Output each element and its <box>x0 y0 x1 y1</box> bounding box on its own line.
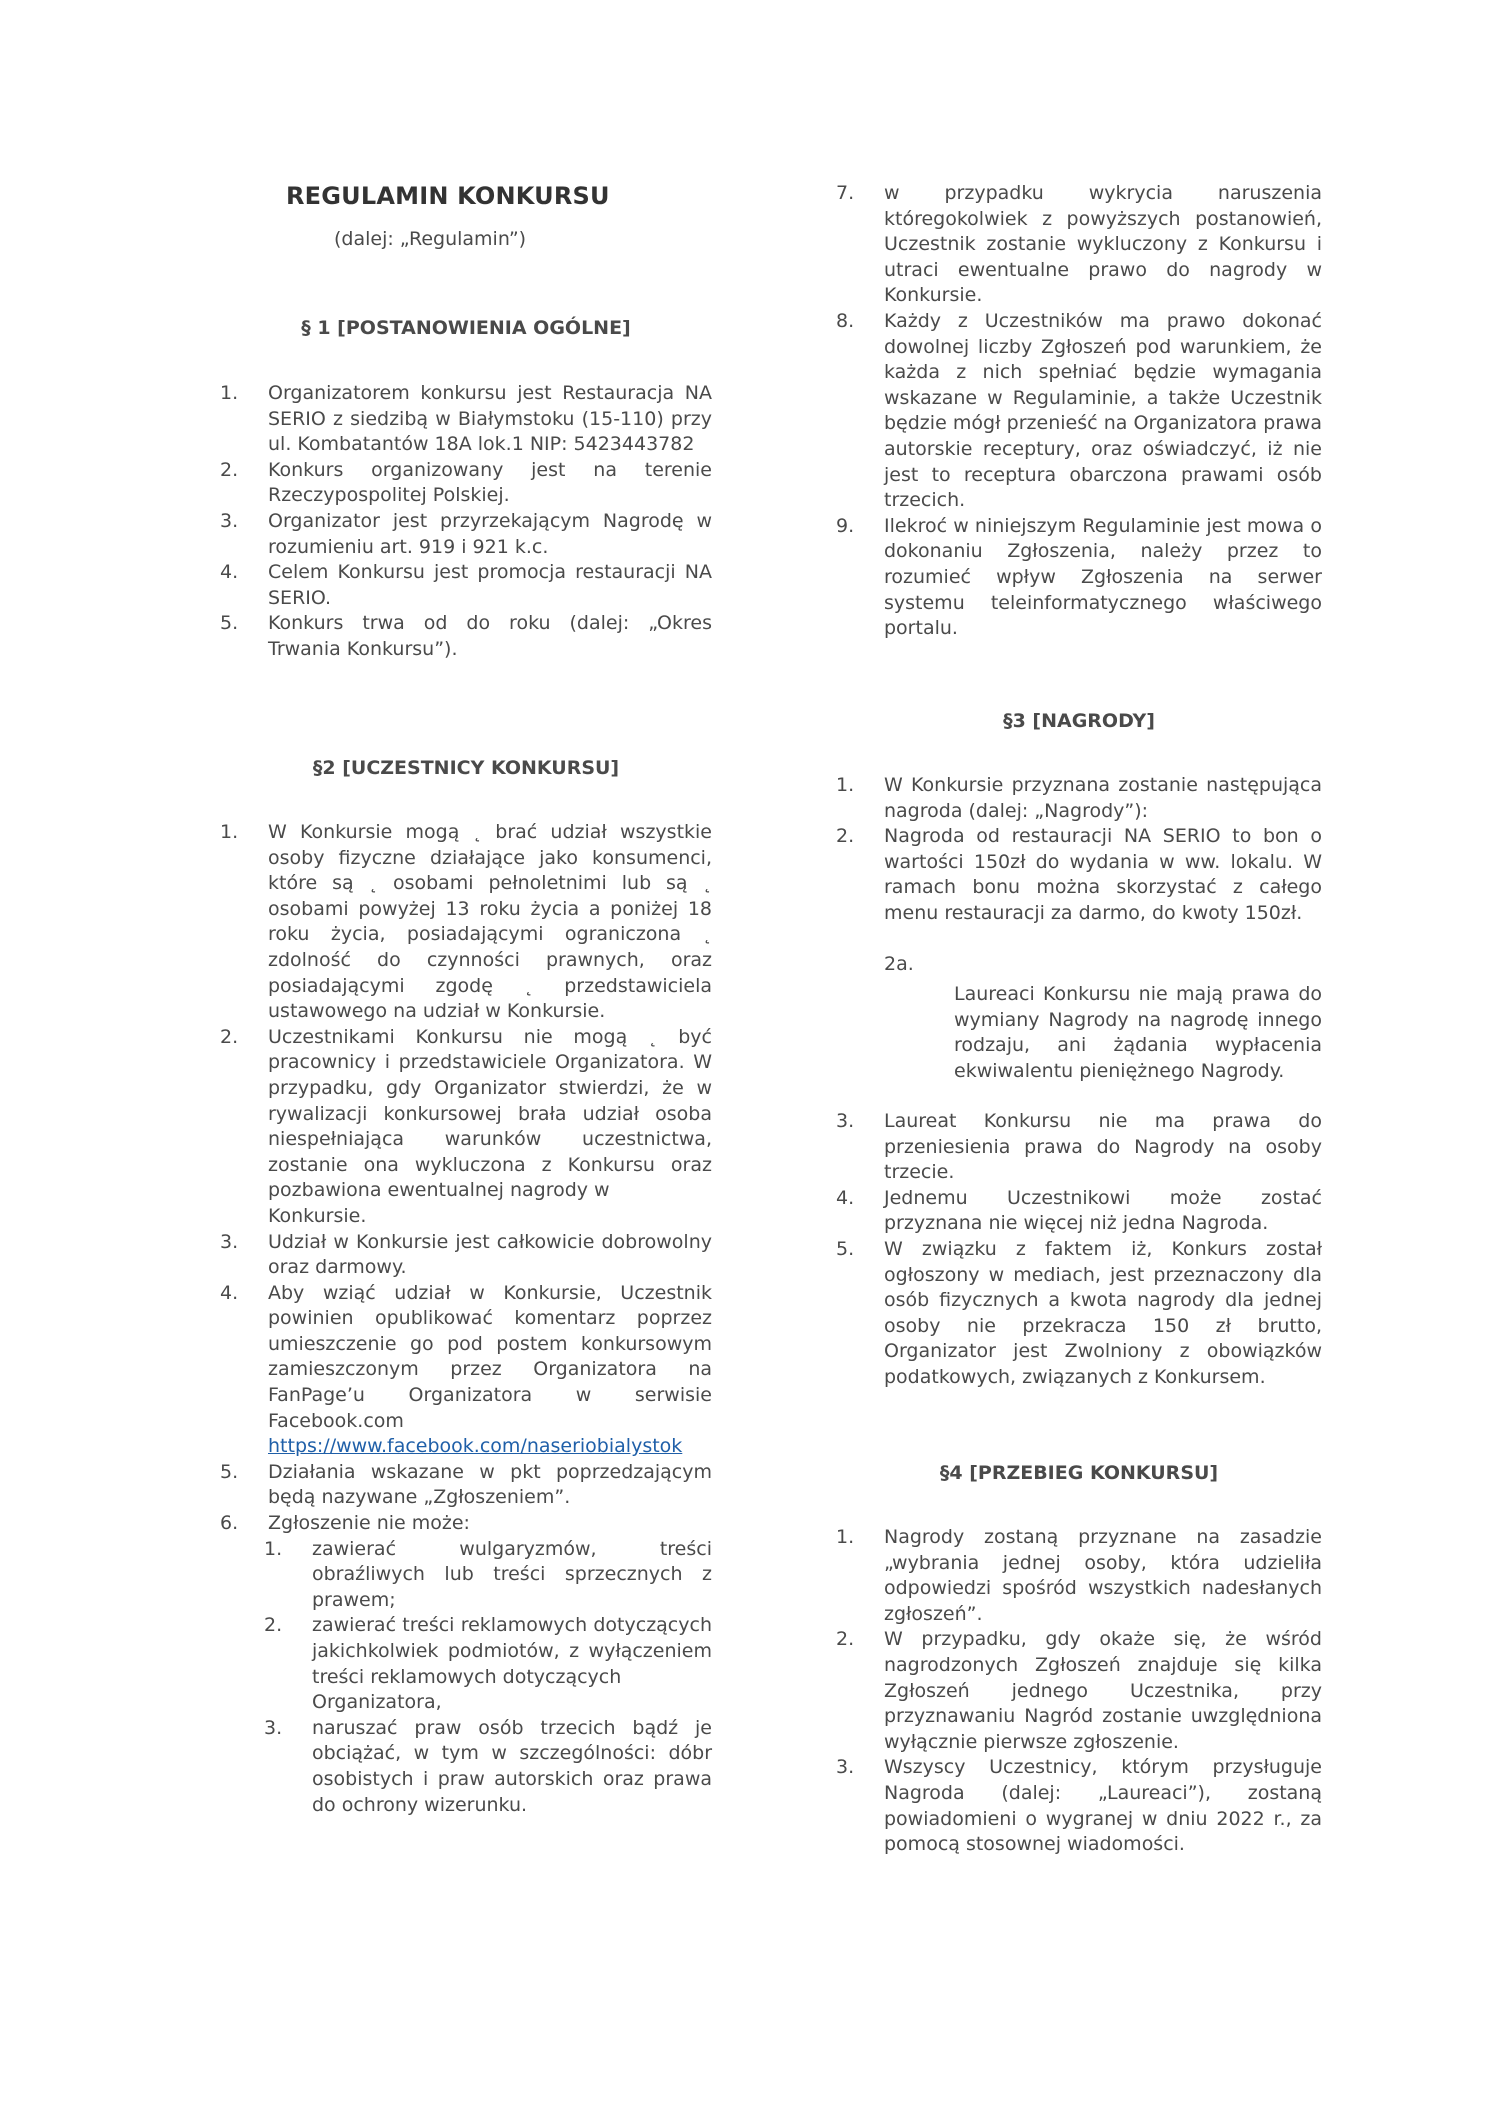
item-text: Laureaci Konkursu nie mają prawa do wymiany Nagrody na nagrodę innego rodzaju, ani żądania wypłacenia ekwiwalentu pieniężnego Nagrody. <box>954 983 1322 1082</box>
item-text: Uczestnikami Konkursu nie mogą ˛ być pracownicy i przedstawiciele Organizatora. W przypadku, gdy Organizator stwierdzi, że w rywalizacji konkursowej brała udział osoba niespełniająca warunków uczestnictwa, zostanie ona wykluczona z Konkursu oraz pozbawiona ewentualnej nagrody w <box>268 1025 712 1202</box>
document-title: REGULAMIN KONKURSU <box>286 182 610 210</box>
list-item <box>836 1186 1322 1237</box>
item-text: Nagrody zostaną przyznane na zasadzie „wybrania jednej osoby, która udzieliła odpowiedzi spośród wszystkich nadesłanych zgłoszeń”. <box>884 1526 1322 1625</box>
list-item <box>220 1511 712 1818</box>
section1-list <box>220 381 712 663</box>
item-text: W Konkursie mogą ˛ brać udział wszystkie osoby fizyczne działające jako konsumenci, które są ˛ osobami pełnoletnimi lub są ˛ osobami powyżej 13 roku życia a poniżej 18 roku życia, posiadającymi ograniczona ˛ zdolność do czynności prawnych, oraz posiadającymi zgodę ˛ przedstawiciela ustawowego na udział w Konkursie. <box>268 821 712 1023</box>
list-item <box>220 560 712 611</box>
subitem-text: zawierać wulgaryzmów, treści obraźliwych lub treści sprzecznych z prawem; <box>312 1537 712 1611</box>
sublist-item <box>220 1716 712 1818</box>
facebook-link[interactable]: https://www.facebook.com/naseriobialystok <box>268 1435 683 1458</box>
item-text: W związku z faktem iż, Konkurs został ogłoszony w mediach, jest przeznaczony dla osób fizycznych a kwota nagrody dla jednej osoby nie przekracza 150 zł brutto, Organizator jest Zwolniony z obowiązków podatkowych, związanych z Konkursem. <box>884 1237 1322 1388</box>
section2-list <box>220 820 712 1818</box>
item-number: 1. <box>836 774 855 796</box>
item-number: 4. <box>836 1186 855 1209</box>
item-number: 1. <box>220 821 239 843</box>
list-item <box>220 611 712 662</box>
item-number: 3. <box>836 1110 855 1132</box>
subitem-number: 3. <box>264 1716 283 1739</box>
item-text: Aby wziąć udział w Konkursie, Uczestnik powinien opublikować komentarz poprzez umieszczenie go pod postem konkursowym zamieszczonym przez Organizatora na FanPage’u Organizatora w serwisie Facebook.com <box>268 1281 712 1432</box>
item-text: Udział w Konkursie jest całkowicie dobrowolny oraz darmowy. <box>268 1230 712 1279</box>
item-number: 3. <box>836 1756 855 1779</box>
list-item <box>836 1525 1322 1627</box>
list-item <box>220 1460 712 1511</box>
list-item <box>836 181 1322 309</box>
item-number: 8. <box>836 309 855 332</box>
list-item <box>836 1755 1322 1857</box>
subitem-number: 1. <box>264 1537 283 1560</box>
section4-list <box>836 1525 1322 1858</box>
subitem-text: zawierać treści reklamowych dotyczących jakichkolwiek podmiotów, z wyłączeniem treści reklamowych dotyczących <box>312 1614 712 1688</box>
item-text: w przypadku wykrycia naruszenia któregokolwiek z powyższych postanowień, Uczestnik zostanie wykluczony z Konkursu i utraci ewentualne prawo do nagrody w Konkursie. <box>884 182 1322 307</box>
item-number: 1. <box>220 382 239 404</box>
item-number: 2. <box>220 1025 239 1048</box>
item-text: Nagroda od restauracji NA SERIO to bon o wartości 150zł do wydania w ww. lokalu. W ramach bonu można skorzystać z całego menu restauracji za darmo, do kwoty 150zł. <box>884 825 1322 924</box>
item-number: 2. <box>836 1628 855 1651</box>
list-item <box>836 309 1322 514</box>
item-number: 4. <box>220 1281 239 1304</box>
item-number: 5. <box>220 1460 239 1483</box>
list-item <box>220 1281 712 1460</box>
item-text: Zgłoszenie nie może: <box>268 1512 470 1535</box>
sublist-item <box>220 1613 712 1715</box>
item-text: Jednemu Uczestnikowi może zostać przyznana nie więcej niż jedna Nagroda. <box>884 1186 1322 1235</box>
item-text: Organizatorem konkursu jest Restauracja NA SERIO z siedzibą w Białymstoku (15-110) przy ul. Kombatantów 18A lok.1 NIP: 5423443782 <box>268 382 712 456</box>
list-item <box>220 381 712 458</box>
section3-list <box>836 773 1322 927</box>
sublist <box>220 1537 712 1819</box>
item-text: Celem Konkursu jest promocja restauracji NA SERIO. <box>268 561 712 609</box>
list-item <box>836 514 1322 642</box>
item-number: 6. <box>220 1512 239 1535</box>
section3-heading: §3 [NAGRODY] <box>1003 710 1155 732</box>
item-number: 1. <box>836 1526 855 1548</box>
item-text: W przypadku, gdy okaże się, że wśród nagrodzonych Zgłoszeń znajduje się kilka Zgłoszeń jednego Uczestnika, przy przyznawaniu Nagród zostanie uwzględniona wyłącznie pierwsze zgłoszenie. <box>884 1628 1322 1753</box>
item-text: Laureat Konkursu nie ma prawa do przeniesienia prawa do Nagrody na osoby trzecie. <box>884 1110 1322 1184</box>
subitem-text-continued: Organizatora, <box>312 1691 442 1714</box>
section2-heading: §2 [UCZESTNICY KONKURSU] <box>312 757 620 779</box>
section1-heading: § 1 [POSTANOWIENIA OGÓLNE] <box>301 317 631 339</box>
item-text: Ilekroć w niniejszym Regulaminie jest mowa o dokonaniu Zgłoszenia, należy przez to rozumieć wpływ Zgłoszenia na serwer systemu teleinformatycznego właściwego portalu. <box>884 514 1322 640</box>
subitem-text: naruszać praw osób trzecich bądź je obciążać, w tym w szczególności: dóbr osobistych i praw autorskich oraz prawa do ochrony wizerunku. <box>312 1716 712 1816</box>
item-number: 3. <box>220 1230 239 1253</box>
list-item <box>220 458 712 509</box>
item-number: 7. <box>836 182 855 204</box>
list-item <box>836 1109 1322 1186</box>
section4-heading: §4 [PRZEBIEG KONKURSU] <box>939 1462 1219 1484</box>
section3-list-continued <box>836 1109 1322 1391</box>
item-text: Wszyscy Uczestnicy, którym przysługuje Nagroda (dalej: „Laureaci”), zostaną powiadomieni o wygranej w dniu 2022 r., za pomocą stosownej wiadomości. <box>884 1756 1322 1856</box>
item-text: Każdy z Uczestników ma prawo dokonać dowolnej liczby Zgłoszeń pod warunkiem, że każda z nich spełniać będzie wymagania wskazane w Regulaminie, a także Uczestnik będzie mógł przenieść na Organizatora prawa autorskie receptury, oraz oświadczyć, iż nie jest to receptura obarczona prawami osób trzecich. <box>884 309 1322 512</box>
list-item <box>836 773 1322 824</box>
list-item <box>220 1230 712 1281</box>
list-item <box>836 1237 1322 1391</box>
subitem-number: 2. <box>264 1614 283 1637</box>
sublist-item <box>220 1537 712 1614</box>
section2-list-continued <box>836 181 1322 642</box>
list-item <box>836 1627 1322 1755</box>
document-subtitle: (dalej: „Regulamin”) <box>334 228 527 250</box>
item-text: Działania wskazane w pkt poprzedzającym będą nazywane „Zgłoszeniem”. <box>268 1460 712 1509</box>
item-text: W Konkursie przyznana zostanie następująca nagroda (dalej: „Nagrody”): <box>884 774 1322 822</box>
item-text: Konkurs organizowany jest na terenie Rzeczypospolitej Polskiej. <box>268 458 712 507</box>
item-number: 2a. <box>884 953 914 975</box>
item-number: 4. <box>220 561 239 584</box>
item-number: 5. <box>220 612 239 635</box>
item-text: Organizator jest przyrzekającym Nagrodę w rozumieniu art. 919 i 921 k.c. <box>268 509 712 558</box>
item-number: 2. <box>220 458 239 481</box>
item-number: 3. <box>220 509 239 532</box>
list-item <box>220 820 712 1025</box>
item-number: 5. <box>836 1237 855 1260</box>
item-text-continued: Konkursie. <box>268 1204 367 1227</box>
list-item <box>220 1025 712 1230</box>
list-item <box>836 824 1322 926</box>
item-number: 9. <box>836 514 855 537</box>
item-number: 2. <box>836 825 855 848</box>
item-text: Konkurs trwa od do roku (dalej: „Okres Trwania Konkursu”). <box>268 612 712 660</box>
list-item <box>220 509 712 560</box>
